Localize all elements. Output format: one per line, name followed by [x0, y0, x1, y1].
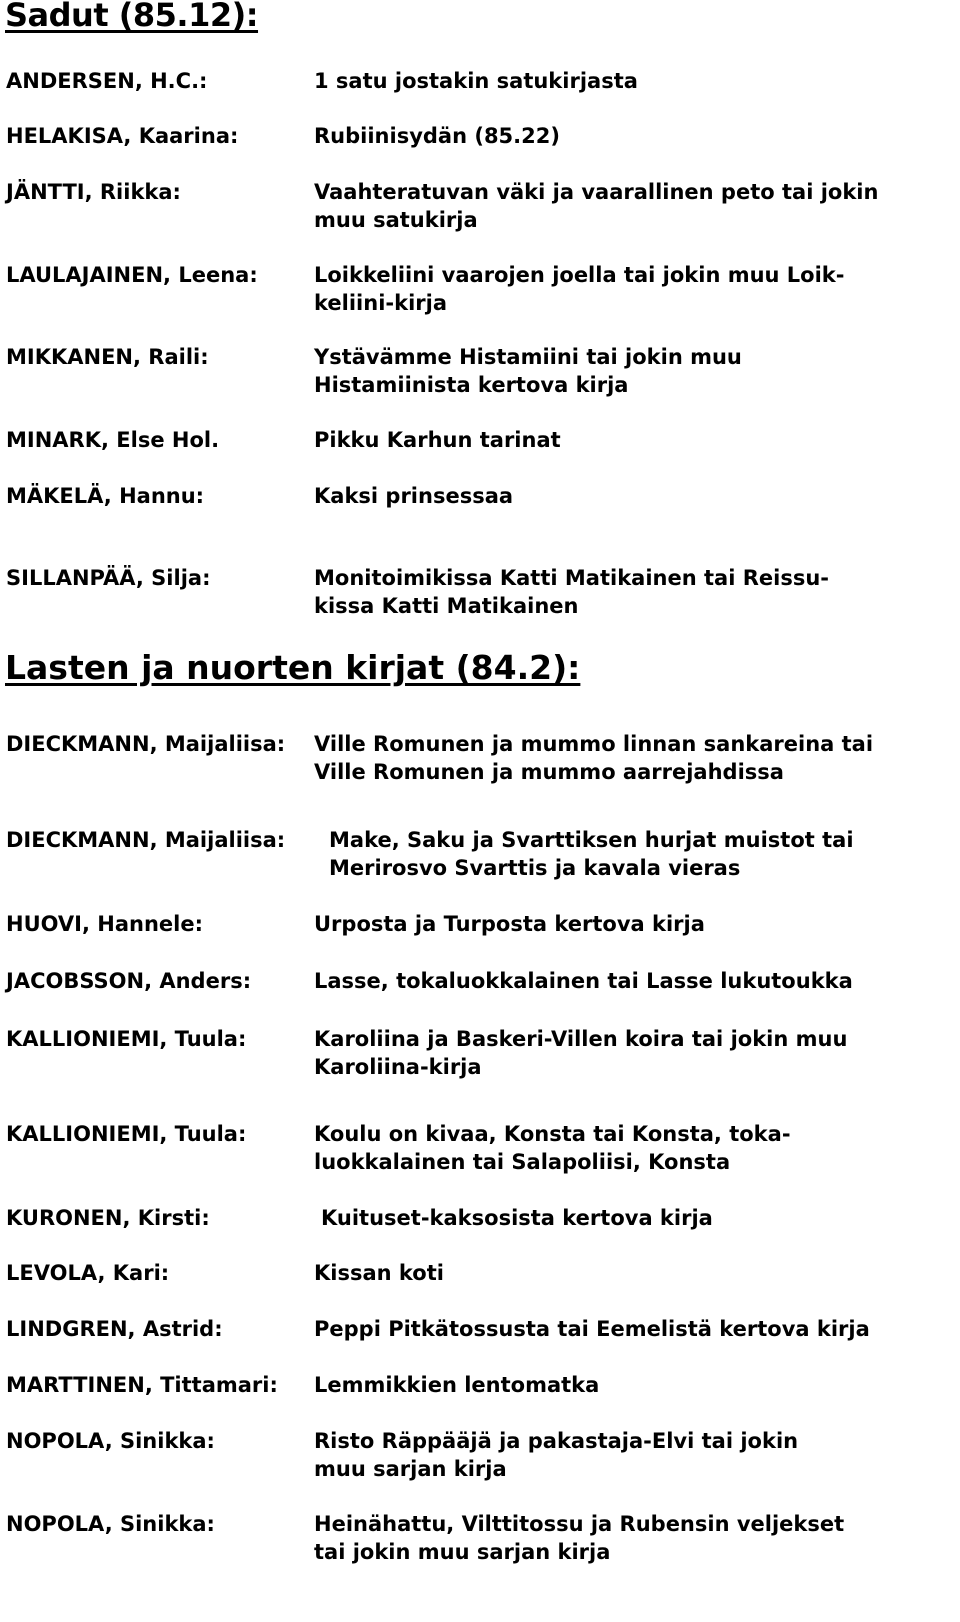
author: KALLIONIEMI, Tuula: — [6, 1122, 247, 1146]
author: MIKKANEN, Raili: — [6, 345, 209, 369]
book-title: Risto Räppääjä ja pakastaja-Elvi tai jokin muu sarjan kirja — [314, 1429, 799, 1481]
book-title: Lemmikkien lentomatka — [314, 1373, 600, 1397]
book-title: Karoliina ja Baskeri-Villen koira tai jokin muu Karoliina-kirja — [314, 1027, 848, 1079]
author: ANDERSEN, H.C.: — [6, 69, 208, 93]
book-title: Heinähattu, Vilttitossu ja Rubensin veljekset tai jokin muu sarjan kirja — [314, 1512, 845, 1564]
book-title: Peppi Pitkätossusta tai Eemelistä kertova kirja — [314, 1317, 870, 1341]
book-title: Kuituset-kaksosista kertova kirja — [321, 1206, 713, 1230]
book-title: Make, Saku ja Svarttiksen hurjat muistot tai Merirosvo Svarttis ja kavala vieras — [329, 828, 854, 880]
book-title: Monitoimikissa Katti Matikainen tai Reissu- kissa Katti Matikainen — [314, 566, 829, 618]
author: LAULAJAINEN, Leena: — [6, 263, 258, 287]
author: MINARK, Else Hol. — [6, 428, 220, 452]
author: LINDGREN, Astrid: — [6, 1317, 223, 1341]
book-title: Ville Romunen ja mummo linnan sankareina tai Ville Romunen ja mummo aarrejahdissa — [314, 732, 874, 784]
book-title: Vaahteratuvan väki ja vaarallinen peto tai jokin muu satukirja — [314, 180, 879, 232]
author: LEVOLA, Kari: — [6, 1261, 170, 1285]
author: KALLIONIEMI, Tuula: — [6, 1027, 247, 1051]
author: HELAKISA, Kaarina: — [6, 124, 239, 148]
author: JACOBSSON, Anders: — [6, 969, 252, 993]
author: SILLANPÄÄ, Silja: — [6, 566, 211, 590]
book-title: Loikkeliini vaarojen joella tai jokin muu Loik- keliini-kirja — [314, 263, 845, 315]
author: MARTTINEN, Tittamari: — [6, 1373, 278, 1397]
author: JÄNTTI, Riikka: — [6, 180, 181, 204]
book-title: Koulu on kivaa, Konsta tai Konsta, toka- luokkalainen tai Salapoliisi, Konsta — [314, 1122, 791, 1174]
section-heading-lasten-ja-nuorten-kirjat: Lasten ja nuorten kirjat (84.2): — [5, 648, 581, 687]
author: DIECKMANN, Maijaliisa: — [6, 828, 286, 852]
book-title: Urposta ja Turposta kertova kirja — [314, 912, 705, 936]
author: NOPOLA, Sinikka: — [6, 1512, 215, 1536]
book-title: Lasse, tokaluokkalainen tai Lasse lukutoukka — [314, 969, 853, 993]
book-title: Ystävämme Histamiini tai jokin muu Histamiinista kertova kirja — [314, 345, 742, 397]
author: KURONEN, Kirsti: — [6, 1206, 210, 1230]
author: DIECKMANN, Maijaliisa: — [6, 732, 286, 756]
author: NOPOLA, Sinikka: — [6, 1429, 215, 1453]
book-title: Pikku Karhun tarinat — [314, 428, 561, 452]
author: MÄKELÄ, Hannu: — [6, 484, 205, 508]
book-title: Kissan koti — [314, 1261, 444, 1285]
book-title: 1 satu jostakin satukirjasta — [314, 69, 638, 93]
section-heading-sadut: Sadut (85.12): — [5, 0, 259, 34]
book-title: Rubiinisydän (85.22) — [314, 124, 560, 148]
author: HUOVI, Hannele: — [6, 912, 203, 936]
book-title: Kaksi prinsessaa — [314, 484, 514, 508]
